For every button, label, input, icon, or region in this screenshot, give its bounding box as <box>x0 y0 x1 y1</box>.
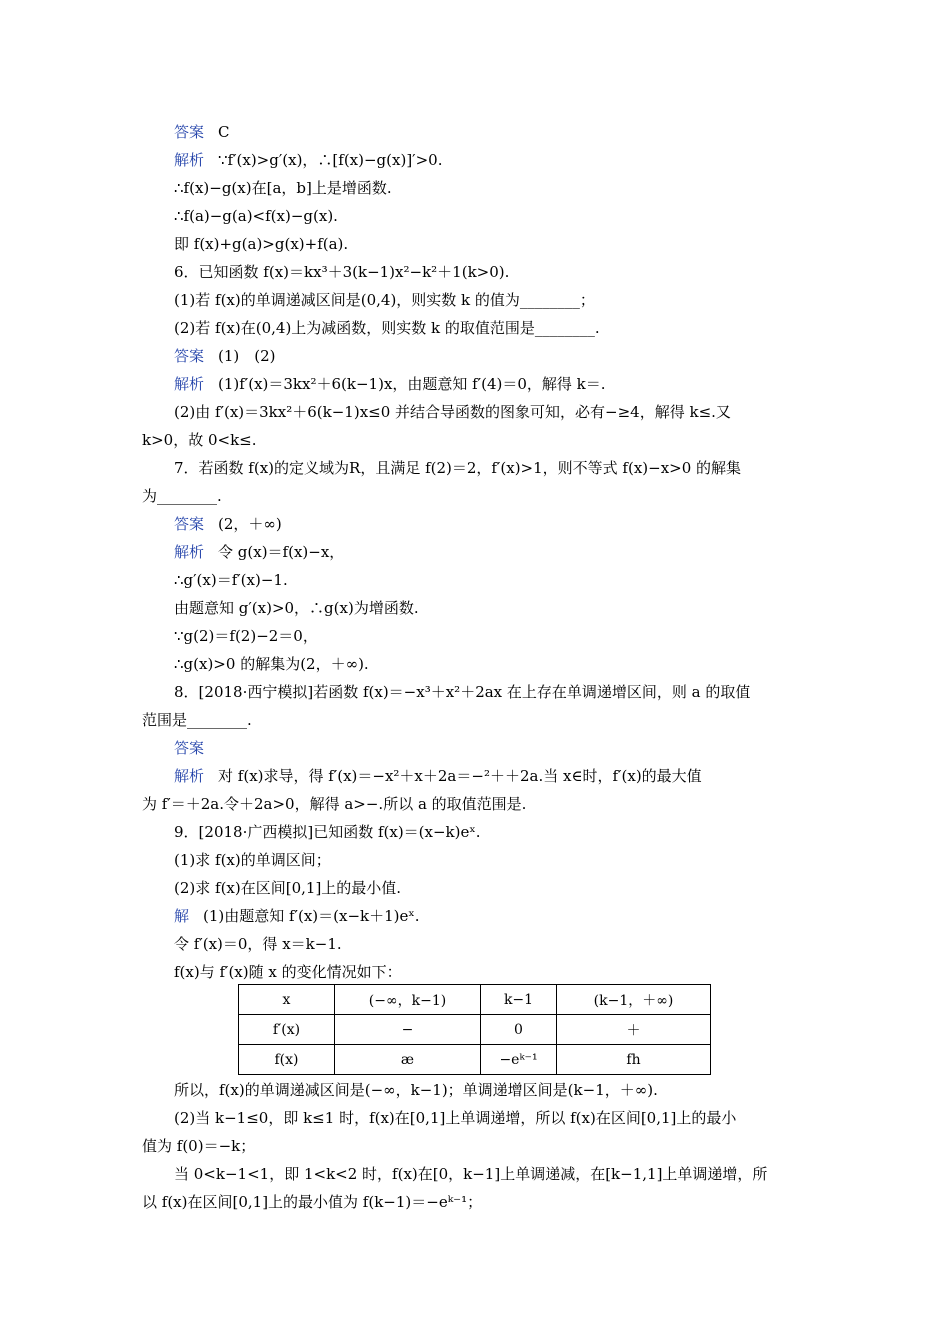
answer-line: 答案 (2，＋∞) <box>174 515 282 533</box>
answer-label: 答案 <box>174 123 205 141</box>
text-line: 令 f′(x)＝0，得 x＝k−1. <box>174 935 342 953</box>
answer-label: 答案 <box>174 515 205 533</box>
table-row <box>239 1045 711 1075</box>
question-7: 7．若函数 f(x)的定义域为R，且满足 f(2)＝2，f′(x)>1，则不等式 f(x)−x>0 的解集 <box>174 459 742 477</box>
text-line: 以 f(x)在区间[0,1]上的最小值为 f(k−1)＝−eᵏ⁻¹； <box>142 1193 483 1211</box>
answer-line: 答案 (1) (2) <box>174 347 276 365</box>
text-line: 范围是________. <box>142 711 252 729</box>
analysis-label: 解析 <box>174 151 205 169</box>
text-line: (2)求 f(x)在区间[0,1]上的最小值. <box>174 879 402 897</box>
text-line: 值为 f(0)＝−k； <box>142 1137 256 1155</box>
analysis-line: 解析 ∵f′(x)>g′(x)，∴[f(x)−g(x)]′>0. <box>174 151 443 169</box>
text-line: ∴f(x)−g(x)在[a，b]上是增函数. <box>174 179 392 197</box>
question-8: 8．[2018·西宁模拟]若函数 f(x)＝−x³＋x²＋2ax 在上存在单调递增区间，则 a 的取值 <box>174 683 751 701</box>
analysis-line: 解析 令 g(x)＝f(x)−x， <box>174 543 345 561</box>
table-cell: k−1 <box>481 985 557 1015</box>
analysis-line: 解析 对 f(x)求导，得 f′(x)＝−x²＋x＋2a＝−²＋＋2a.当 x∈时，f′(x)的最大值 <box>174 767 702 785</box>
analysis-line: 解析 (1)f′(x)＝3kx²＋6(k−1)x，由题意知 f′(4)＝0，解得 k＝. <box>174 375 606 393</box>
table-cell: 0 <box>481 1015 557 1045</box>
text-line: (1)若 f(x)的单调递减区间是(0,4)，则实数 k 的值为________； <box>174 291 595 309</box>
text-line: ∴g(x)>0 的解集为(2，＋∞). <box>174 655 369 673</box>
table-cell: −eᵏ⁻¹ <box>481 1045 557 1075</box>
answer-label: 答案 <box>174 347 205 365</box>
analysis-label: 解析 <box>174 375 205 393</box>
text-line: (2)若 f(x)在(0,4)上为减函数，则实数 k 的取值范围是________. <box>174 319 600 337</box>
text-line: 当 0<k−1<1，即 1<k<2 时，f(x)在[0，k−1]上单调递减，在[k−1,1]上单调递增，所 <box>174 1165 768 1183</box>
table-cell: fh <box>557 1045 711 1075</box>
table-row <box>239 985 711 1015</box>
analysis-label: 解析 <box>174 767 205 785</box>
table-cell: æ <box>335 1045 481 1075</box>
table-cell: ＋ <box>557 1015 711 1045</box>
text-line: 为 f′＝＋2a.令＋2a>0，解得 a>−.所以 a 的取值范围是. <box>142 795 527 813</box>
text-line: ∴f(a)−g(a)<f(x)−g(x). <box>174 207 338 225</box>
text-line: 所以，f(x)的单调递减区间是(−∞，k−1)；单调递增区间是(k−1，＋∞). <box>174 1081 658 1099</box>
table-cell: x <box>239 985 335 1015</box>
text-line: 即 f(x)+g(a)>g(x)+f(a). <box>174 235 349 253</box>
text-line: (1)求 f(x)的单调区间； <box>174 851 331 869</box>
question-9: 9．[2018·广西模拟]已知函数 f(x)＝(x−k)eˣ. <box>174 823 481 841</box>
analysis-label: 解析 <box>174 543 205 561</box>
table-cell: (−∞，k−1) <box>335 985 481 1015</box>
table-cell: f(x) <box>239 1045 335 1075</box>
text-line: k>0，故 0<k≤. <box>142 431 257 449</box>
text-line: (2)由 f′(x)＝3kx²＋6(k−1)x≤0 并结合导函数的图象可知，必有−≥4，解得 k≤.又 <box>174 403 731 421</box>
table-row <box>239 1015 711 1045</box>
text-line: ∴g′(x)＝f′(x)−1. <box>174 571 288 589</box>
table-cell: − <box>335 1015 481 1045</box>
solution-label: 解 <box>174 907 190 925</box>
answer-label: 答案 <box>174 739 205 757</box>
table-cell: (k−1，＋∞) <box>557 985 711 1015</box>
solution-line: 解 (1)由题意知 f′(x)＝(x−k＋1)eˣ. <box>174 907 420 925</box>
table-cell: f′(x) <box>239 1015 335 1045</box>
variation-table <box>238 984 711 1075</box>
answer-line: 答案 C <box>174 123 230 141</box>
answer-line <box>174 738 218 758</box>
text-line: 为________. <box>142 487 222 505</box>
question-6: 6．已知函数 f(x)＝kx³＋3(k−1)x²−k²＋1(k>0). <box>174 263 510 281</box>
text-line: (2)当 k−1≤0，即 k≤1 时，f(x)在[0,1]上单调递增，所以 f(x)在区间[0,1]上的最小 <box>174 1109 737 1127</box>
text-line: f(x)与 f′(x)随 x 的变化情况如下： <box>174 963 402 981</box>
text-line: ∵g(2)＝f(2)−2＝0， <box>174 627 318 645</box>
text-line: 由题意知 g′(x)>0，∴g(x)为增函数. <box>174 599 419 617</box>
